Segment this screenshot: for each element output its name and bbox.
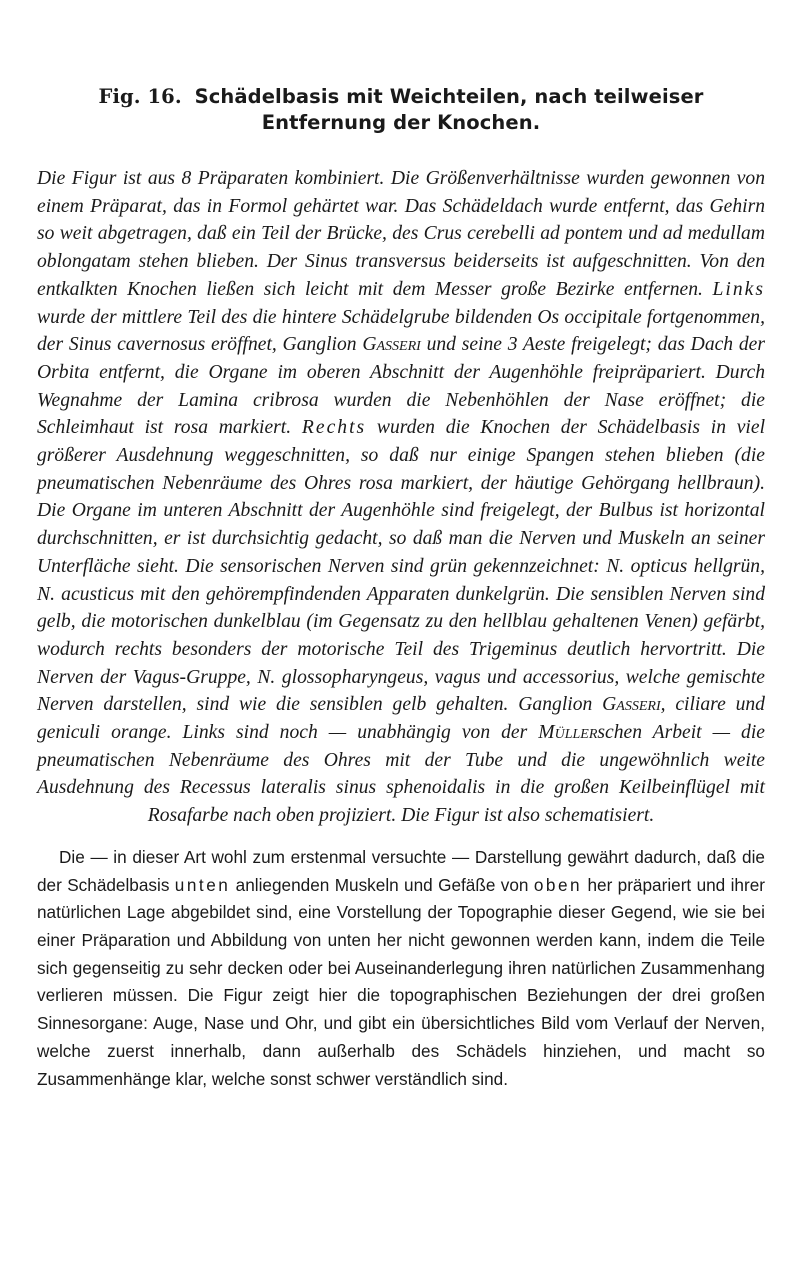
book-page <box>37 84 765 1093</box>
body-text-2: anliegenden Muskeln und Gefäße von <box>235 874 529 895</box>
caption-gasseri-2: Gasseri, <box>602 694 666 716</box>
caption-rechts: Rechts <box>301 417 367 439</box>
caption-text-2: wurde der mittlere Teil des die hintere Schädelgrube bildenden Os occipitale fortgenommen, der Sinus cavernosus eröffnet, Ganglion <box>37 306 765 356</box>
caption-text-6: schen Arbeit — die pneumatischen Nebenräume des Ohres mit der Tube und die ungewöhnlich weite Ausdehnung des Recessus lateralis sinus sphenoidalis in die großen Keilbeinflügel mit Rosafarbe nach oben projiziert. Die Figur ist also schematisiert. <box>37 722 765 827</box>
caption-text-3: und seine 3 Aeste freigelegt; das Dach der Orbita entfernt, die Organe im oberen Abschnitt der Augenhöhle freipräpariert. Durch Wegnahme der Lamina cribrosa wurden die Nebenhöhlen der Nase eröffnet; die Schleimhaut ist rosa markiert. <box>37 334 765 439</box>
figure-label: Fig. 16. <box>98 85 182 108</box>
caption-text-5: ciliare und geniculi orange. Links sind noch — unabhängig von der <box>37 694 765 744</box>
caption-text-4: wurden die Knochen der Schädelbasis in viel größerer Ausdehnung weggeschnitten, so daß nur einige Spangen stehen blieben (die pneumatischen Nebenräume des Ohres rosa markiert, der häutige Gehörgang hellbraun). Die Organe im unteren Abschnitt der Augenhöhle sind freigelegt, der Bulbus ist horizontal durchschnitten, er ist durchsichtig gedacht, so daß man die Nerven und Muskeln an seiner Unterfläche sieht. Die sensorischen Nerven sind grün gekennzeichnet: N. opticus hellgrün, N. acusticus mit den gehörempfindenden Apparaten dunkelgrün. Die sensiblen Nerven sind gelb, die motorischen dunkelblau (im Gegensatz zu den hellblau gehaltenen Venen) gefärbt, wodurch rechts besonders der motorische Teil des Trigeminus deutlich hervortritt. Die Nerven der Vagus-Gruppe, N. glossopharyngeus, vagus und accessorius, welche gemischte Nerven darstellen, sind wie die sensiblen gelb gehalten. Ganglion <box>37 417 766 716</box>
figure-caption <box>37 165 765 830</box>
caption-mueller: Müller <box>538 722 598 744</box>
body-unten: unten <box>174 874 231 895</box>
body-text-1: Die — in dieser Art wohl zum erstenmal versuchte — Darstellung gewährt dadurch, daß die der Schädelbasis <box>37 846 765 895</box>
body-paragraph <box>37 844 765 1093</box>
body-text-3: her präpariert und ihrer natürlichen Lage abgebildet sind, eine Vorstellung der Topographie dieser Gegend, wie sie bei einer Präparation und Abbildung von unten her nicht gewonnen werden kann, indem die Teile sich gegenseitig zu sehr decken oder bei Auseinanderlegung ihren natürlichen Zusammenhang verlieren müssen. Die Figur zeigt hier die topographischen Beziehungen der drei großen Sinnesorgane: Auge, Nase und Ohr, und gibt ein übersichtliches Bild vom Verlauf der Nerven, welche zuerst innerhalb, dann außerhalb des Schädels hinziehen, und macht so Zusammenhänge klar, welche sonst schwer verständlich sind. <box>37 874 765 1089</box>
caption-text-1: Die Figur ist aus 8 Präparaten kombiniert. Die Größenverhältnisse wurden gewonnen von einem Präparat, das in Formol gehärtet war. Das Schädeldach wurde entfernt, das Gehirn so weit abgetragen, daß ein Teil der Brücke, des Crus cerebelli ad pontem und ad medullam oblongatam stehen blieben. Der Sinus transversus beiderseits ist aufgeschnitten. Von den entkalkten Knochen ließen sich leicht mit dem Messer große Bezirke entfernen. <box>37 168 765 300</box>
caption-gasseri-1: Gasseri <box>362 334 421 356</box>
body-oben: oben <box>533 874 583 895</box>
caption-links: Links <box>712 278 765 300</box>
figure-heading <box>37 84 765 136</box>
figure-title: Schädelbasis mit Weichteilen, nach teilweiser Entfernung der Knochen. <box>194 85 704 134</box>
